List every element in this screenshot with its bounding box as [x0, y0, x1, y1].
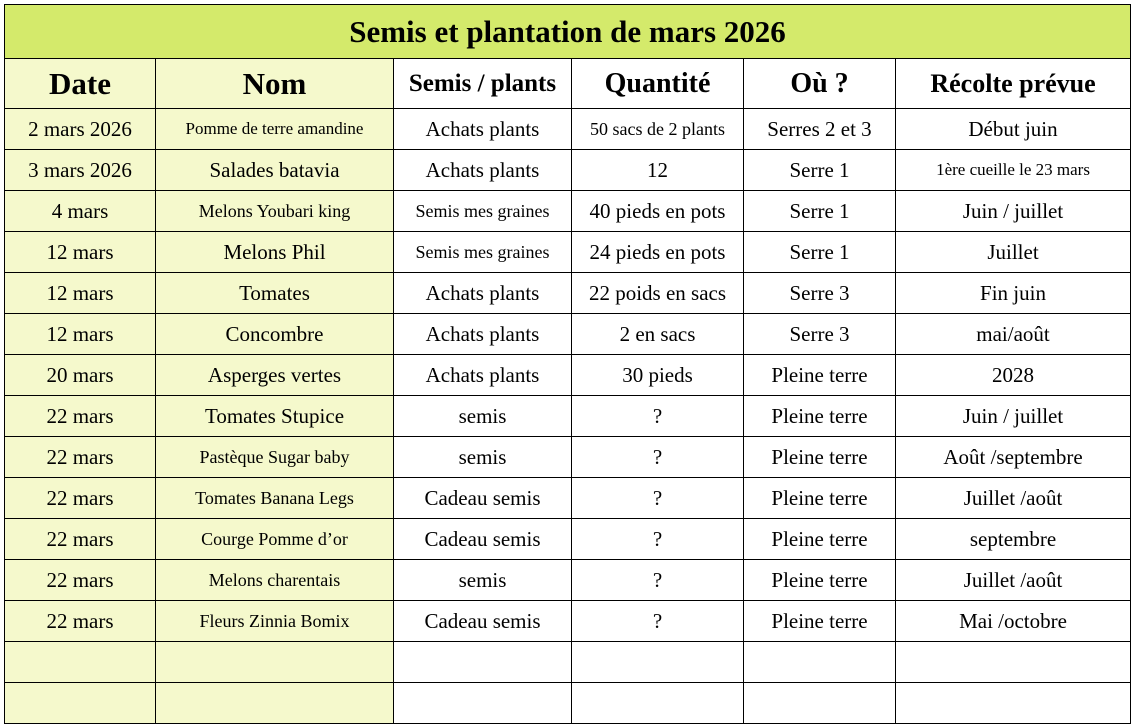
cell-quantite	[572, 642, 744, 683]
header-ou: Où ?	[744, 59, 896, 109]
cell-quantite: 12	[572, 150, 744, 191]
cell-date: 12 mars	[5, 314, 156, 355]
cell-semis-plants: Cadeau semis	[394, 601, 572, 642]
cell-date: 20 mars	[5, 355, 156, 396]
cell-semis-plants: semis	[394, 396, 572, 437]
header-row	[5, 59, 1131, 109]
cell-semis-plants: Achats plants	[394, 109, 572, 150]
cell-recolte-prevue: Juillet /août	[896, 478, 1131, 519]
cell-semis-plants: Semis mes graines	[394, 232, 572, 273]
cell-nom: Melons Youbari king	[156, 191, 394, 232]
cell-ou: Pleine terre	[744, 478, 896, 519]
table-row	[5, 683, 1131, 724]
cell-date: 22 mars	[5, 601, 156, 642]
cell-date: 22 mars	[5, 437, 156, 478]
cell-recolte-prevue: septembre	[896, 519, 1131, 560]
cell-ou	[744, 642, 896, 683]
cell-nom: Tomates	[156, 273, 394, 314]
table-row	[5, 478, 1131, 519]
cell-semis-plants	[394, 642, 572, 683]
cell-quantite	[572, 683, 744, 724]
cell-quantite: 22 poids en sacs	[572, 273, 744, 314]
cell-ou: Serre 1	[744, 150, 896, 191]
cell-semis-plants: Achats plants	[394, 150, 572, 191]
cell-nom: Melons Phil	[156, 232, 394, 273]
table-row	[5, 560, 1131, 601]
table-row	[5, 232, 1131, 273]
cell-quantite: 24 pieds en pots	[572, 232, 744, 273]
cell-date: 4 mars	[5, 191, 156, 232]
cell-ou: Pleine terre	[744, 519, 896, 560]
cell-date: 22 mars	[5, 519, 156, 560]
cell-ou: Serre 3	[744, 314, 896, 355]
cell-date: 3 mars 2026	[5, 150, 156, 191]
cell-recolte-prevue: Fin juin	[896, 273, 1131, 314]
table-row	[5, 191, 1131, 232]
header-semis-plants: Semis / plants	[394, 59, 572, 109]
table-row	[5, 519, 1131, 560]
cell-recolte-prevue	[896, 642, 1131, 683]
cell-date: 12 mars	[5, 273, 156, 314]
cell-date: 2 mars 2026	[5, 109, 156, 150]
cell-quantite: ?	[572, 478, 744, 519]
cell-date	[5, 683, 156, 724]
cell-semis-plants: Achats plants	[394, 273, 572, 314]
header-date: Date	[5, 59, 156, 109]
cell-nom	[156, 642, 394, 683]
cell-nom: Melons charentais	[156, 560, 394, 601]
cell-recolte-prevue: Début juin	[896, 109, 1131, 150]
table-row	[5, 642, 1131, 683]
cell-nom: Fleurs Zinnia Bomix	[156, 601, 394, 642]
cell-semis-plants: Cadeau semis	[394, 478, 572, 519]
cell-recolte-prevue: Juillet /août	[896, 560, 1131, 601]
cell-nom: Asperges vertes	[156, 355, 394, 396]
table-row	[5, 314, 1131, 355]
cell-nom: Concombre	[156, 314, 394, 355]
cell-date	[5, 642, 156, 683]
cell-quantite: ?	[572, 396, 744, 437]
cell-ou: Pleine terre	[744, 560, 896, 601]
cell-semis-plants	[394, 683, 572, 724]
cell-quantite: 2 en sacs	[572, 314, 744, 355]
cell-nom: Salades batavia	[156, 150, 394, 191]
cell-ou: Pleine terre	[744, 396, 896, 437]
cell-recolte-prevue: Mai /octobre	[896, 601, 1131, 642]
table-row	[5, 396, 1131, 437]
cell-semis-plants: semis	[394, 560, 572, 601]
cell-ou: Serre 1	[744, 191, 896, 232]
cell-nom: Tomates Banana Legs	[156, 478, 394, 519]
table-row	[5, 150, 1131, 191]
cell-date: 12 mars	[5, 232, 156, 273]
cell-recolte-prevue: Juin / juillet	[896, 191, 1131, 232]
cell-quantite: 40 pieds en pots	[572, 191, 744, 232]
header-quantite: Quantité	[572, 59, 744, 109]
cell-recolte-prevue: 1ère cueille le 23 mars	[896, 150, 1131, 191]
table-title: Semis et plantation de mars 2026	[5, 5, 1131, 59]
planting-sheet	[4, 4, 1131, 724]
cell-quantite: ?	[572, 601, 744, 642]
table-row	[5, 601, 1131, 642]
cell-semis-plants: semis	[394, 437, 572, 478]
table-row	[5, 273, 1131, 314]
cell-semis-plants: Semis mes graines	[394, 191, 572, 232]
cell-quantite: 50 sacs de 2 plants	[572, 109, 744, 150]
header-nom: Nom	[156, 59, 394, 109]
cell-quantite: ?	[572, 519, 744, 560]
cell-nom: Pastèque Sugar baby	[156, 437, 394, 478]
table-row	[5, 355, 1131, 396]
table-row	[5, 437, 1131, 478]
cell-date: 22 mars	[5, 478, 156, 519]
cell-ou: Serre 3	[744, 273, 896, 314]
cell-ou: Pleine terre	[744, 355, 896, 396]
cell-nom: Courge Pomme d’or	[156, 519, 394, 560]
planting-table	[4, 4, 1131, 724]
cell-quantite: ?	[572, 437, 744, 478]
cell-ou: Pleine terre	[744, 437, 896, 478]
cell-date: 22 mars	[5, 396, 156, 437]
cell-recolte-prevue: mai/août	[896, 314, 1131, 355]
cell-recolte-prevue: Août /septembre	[896, 437, 1131, 478]
cell-semis-plants: Achats plants	[394, 314, 572, 355]
cell-nom: Tomates Stupice	[156, 396, 394, 437]
cell-recolte-prevue: Juin / juillet	[896, 396, 1131, 437]
cell-recolte-prevue: 2028	[896, 355, 1131, 396]
cell-date: 22 mars	[5, 560, 156, 601]
cell-semis-plants: Cadeau semis	[394, 519, 572, 560]
table-body	[5, 109, 1131, 724]
cell-nom	[156, 683, 394, 724]
cell-ou: Serre 1	[744, 232, 896, 273]
header-recolte-prevue: Récolte prévue	[896, 59, 1131, 109]
cell-ou	[744, 683, 896, 724]
cell-recolte-prevue: Juillet	[896, 232, 1131, 273]
cell-semis-plants: Achats plants	[394, 355, 572, 396]
table-row	[5, 109, 1131, 150]
cell-quantite: 30 pieds	[572, 355, 744, 396]
cell-nom: Pomme de terre amandine	[156, 109, 394, 150]
cell-recolte-prevue	[896, 683, 1131, 724]
cell-ou: Pleine terre	[744, 601, 896, 642]
cell-quantite: ?	[572, 560, 744, 601]
cell-ou: Serres 2 et 3	[744, 109, 896, 150]
